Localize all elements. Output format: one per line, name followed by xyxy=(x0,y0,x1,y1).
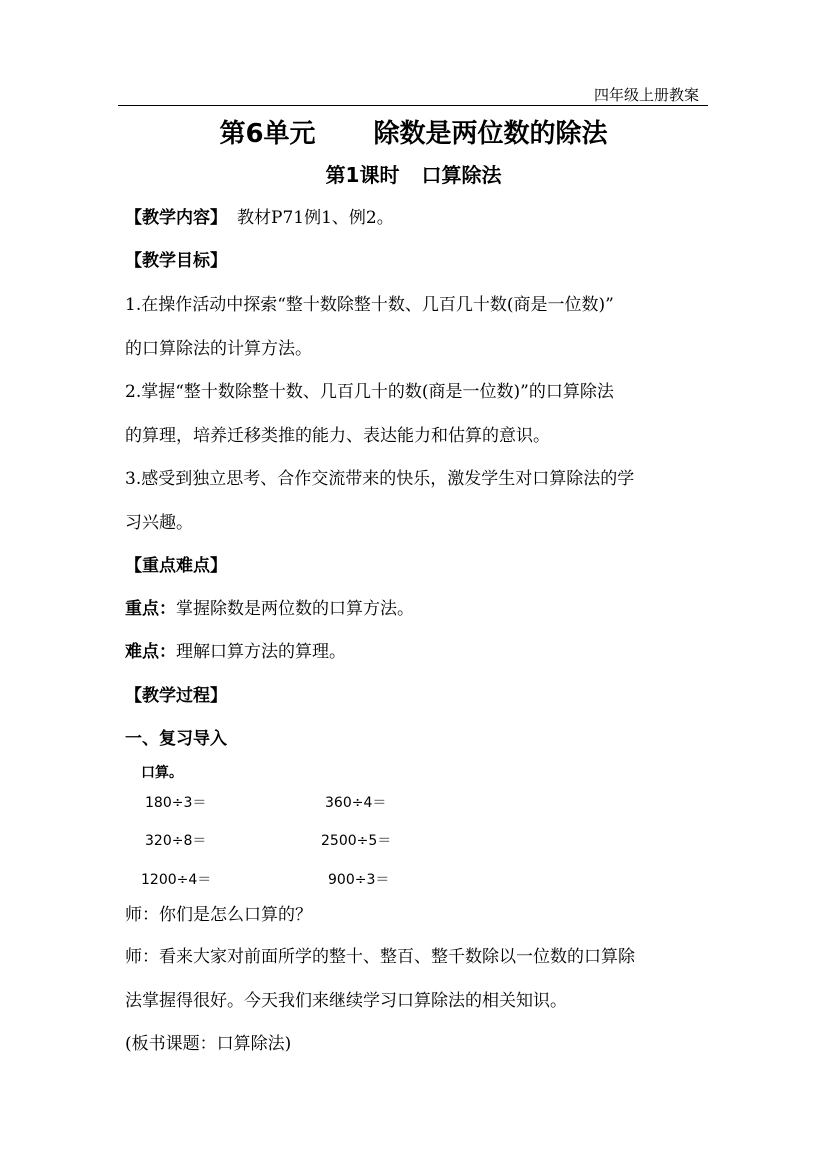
lesson-name: 口算除法 xyxy=(421,163,502,187)
objective-line: 习兴趣。 xyxy=(125,513,193,533)
difficulty-text: 理解口算方法的算理。 xyxy=(176,642,346,662)
objective-line: 的口算除法的计算方法。 xyxy=(125,339,312,359)
exercise-item: 900÷3＝ xyxy=(328,872,390,888)
objective-line: 2.掌握“整十数除整十数、几百几十的数(商是一位数)”的口算除法 xyxy=(125,382,614,402)
objectives-heading: 【教学目标】 xyxy=(125,251,227,271)
teaching-content xyxy=(125,203,394,228)
exercise-item: 1200÷4＝ xyxy=(141,872,212,888)
exercise-item: 360÷4＝ xyxy=(325,795,387,811)
key-points-heading: 【重点难点】 xyxy=(125,556,227,576)
difficulty-line xyxy=(125,637,346,662)
board-title-note: (板书课题：口算除法) xyxy=(125,1034,292,1054)
unit-name: 除数是两位数的除法 xyxy=(373,119,608,149)
focus-label: 重点： xyxy=(125,599,176,619)
header-text: 四年级上册教案 xyxy=(593,86,699,104)
exercise-item: 2500÷5＝ xyxy=(321,833,392,849)
unit-number: 第6单元 xyxy=(219,119,316,149)
focus-line xyxy=(125,594,414,619)
process-heading: 【教学过程】 xyxy=(125,686,227,706)
exercise-item: 320÷8＝ xyxy=(145,833,207,849)
lesson-title xyxy=(0,159,827,188)
objective-line: 的算理，培养迁移类推的能力、表达能力和估算的意识。 xyxy=(125,426,550,446)
dialogue-line: 法掌握得很好。今天我们来继续学习口算除法的相关知识。 xyxy=(125,991,567,1011)
difficulty-label: 难点： xyxy=(125,642,176,662)
header-rule xyxy=(118,105,708,106)
exercise-item: 180÷3＝ xyxy=(145,795,207,811)
teaching-content-label: 【教学内容】 xyxy=(125,208,227,228)
focus-text: 掌握除数是两位数的口算方法。 xyxy=(176,599,414,619)
unit-title xyxy=(0,113,827,150)
objective-line: 3.感受到独立思考、合作交流带来的快乐，激发学生对口算除法的学 xyxy=(125,469,635,489)
objective-line: 1.在操作活动中探索“整十数除整十数、几百几十数(商是一位数)” xyxy=(125,295,614,315)
lesson-number: 第1课时 xyxy=(325,163,400,187)
section-heading: 一、复习导入 xyxy=(125,729,227,749)
dialogue-line: 师：你们是怎么口算的？ xyxy=(125,905,312,925)
exercise-label: 口算。 xyxy=(141,765,183,781)
teaching-content-text: 教材P71例1、例2。 xyxy=(237,208,394,228)
dialogue-line: 师：看来大家对前面所学的整十、整百、整千数除以一位数的口算除 xyxy=(125,947,635,967)
